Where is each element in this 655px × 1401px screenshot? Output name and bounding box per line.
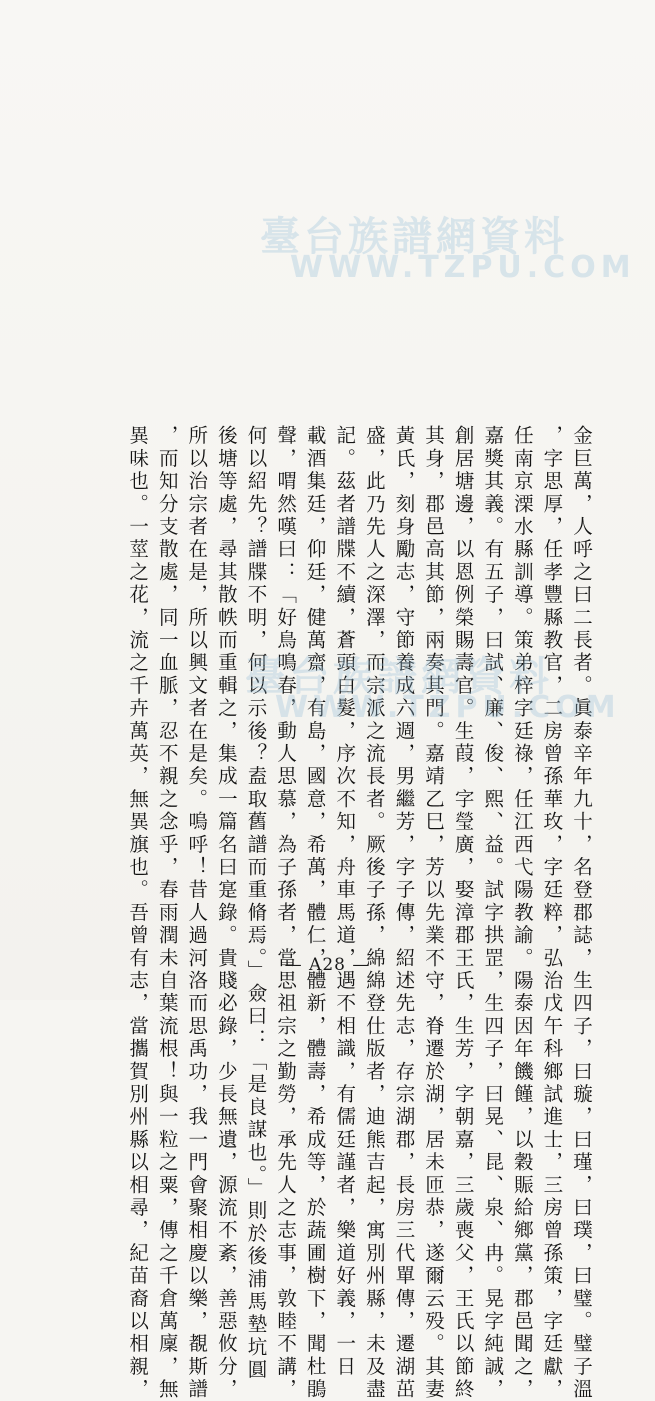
text-column: 創居塘邊，以恩例榮賜壽官。生葭，字瑩廣，娶漳郡王氏，生芳，字朝嘉，三歲喪父，王氏以節終 — [451, 425, 475, 1401]
text-column: 盛，此乃先人之深澤，而宗派之流長者。厥後子孫，綿綿登仕版者，迪熊吉起，寓別州縣，未及盡 — [362, 425, 386, 1401]
text-column: 何以紹先？譜牒不明，何以示後？盍取舊譜而重脩焉。」僉曰：「是良謀也。」則於後浦馬墊坑圓 — [244, 425, 268, 1382]
text-column: 後塘等處，尋其散帙而重輯之，集成一篇名曰寔錄。貴賤必錄，少長無遺，源流不紊，善惡攸分， — [214, 425, 238, 1401]
watermark-title: 臺台族譜網資料 — [260, 214, 568, 260]
text-column: 黃氏，刻身勵志，守節養成六週，男繼芳，字子傳，紹述先志，存宗湖郡，長房三代單傳，遷湖茁 — [392, 425, 416, 1401]
watermark-url: WWW.TZPU.COM — [275, 690, 621, 725]
text-column: 任南京溧水縣訓導。策弟梓字廷祿，任江西弋陽教諭。陽泰因年饑饉，以穀賑給鄉黨，郡邑聞之， — [510, 425, 534, 1401]
text-column: 聲，喟然嘆曰：「好鳥鳴春，動人思慕，為子孫者，當思祖宗之勤勞，承先人之志事，敦睦不講， — [274, 425, 298, 1401]
page-number: — A28 — — [284, 955, 371, 975]
text-column: 金巨萬，人呼之曰二長者。眞泰辛年九十，名登郡誌，生四子，曰璇，曰瑾，曰璞，曰璧。璧子溫 — [570, 425, 593, 1401]
text-column: 載酒集廷，仰廷，健萬齋，有島，國意，希萬，體仁，體新，體壽，希成等，於蔬圃樹下，聞杜鵑 — [303, 425, 327, 1401]
watermark-url: WWW.TZPU.COM — [290, 250, 636, 285]
text-column: 記。茲者譜牒不續，蒼頭白髮，序次不知，舟車馬道，遇不相識，有儒廷謹者，樂道好義，一日 — [333, 425, 357, 1379]
text-column: ，字思厚，任孝豐縣教官，二房曾孫華玫，字廷粹，弘治戊午科鄉試進士，三房曾孫策，字廷獻， — [540, 425, 564, 1401]
text-column: 異味也。一莖之花，流之千卉萬英，無異旗也。吾曾有志，當攜賀別州縣以相尋，紀苗裔以相親， — [126, 425, 150, 1401]
text-column: ，而知分支散處，同一血脈，忍不親之念乎，春雨潤未自葉流根！與一粒之粟，傳之千倉萬廩，無 — [155, 425, 179, 1401]
text-column: 嘉獎其義。有五子，曰試、廉、俊、熙、益。試字拱罡，生四子，曰晃、昆、泉、冉。晃字純誠， — [481, 425, 505, 1401]
text-column: 其身，郡邑高其節，兩奏其門。嘉靖乙巳，芳以先業不守，脊遷於湖，居未匝恭，遂爾云殁。其妻 — [422, 425, 446, 1401]
watermark-title: 臺台族譜網資料 — [245, 654, 553, 700]
text-column: 所以治宗者在是，所以興文者在是矣。嗚呼！昔人過河洛而思禹功，我一門會聚相慶以樂，覩斯譜 — [185, 425, 209, 1401]
